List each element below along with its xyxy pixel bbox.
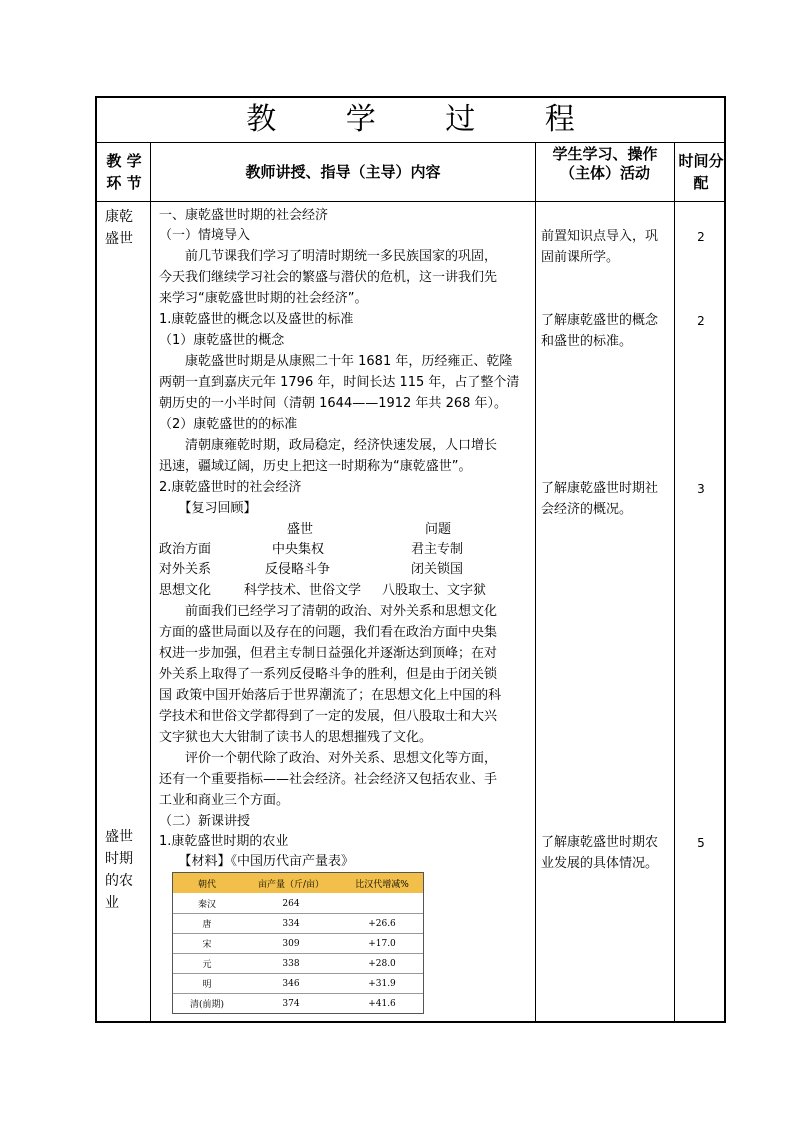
yield-row-divider	[173, 953, 423, 954]
student-activity: 了解康乾盛世时期农业发展的具体情况。	[541, 835, 659, 871]
content-line: （2）康乾盛世的的标准	[159, 417, 298, 432]
header-time: 时间分配	[678, 152, 724, 192]
content-line: 1.康乾盛世时期的农业	[159, 834, 289, 849]
header-student-activity: 学生学习、操作（主体）活动	[552, 145, 658, 182]
yield-amount: 374	[282, 999, 300, 1009]
col-divider-1	[150, 143, 151, 1021]
yield-header-change: 比汉代增减%	[355, 880, 409, 890]
review-header-prosperity: 盛世	[287, 522, 314, 537]
content-line: 1.康乾盛世的概念以及盛世的标准	[159, 312, 354, 327]
review-prosperity: 反侵略斗争	[265, 562, 331, 577]
yield-row-divider	[173, 913, 423, 914]
yield-header-dynasty: 朝代	[197, 880, 216, 890]
content-line: 康乾盛世时期是从康熙二十年 1681 年，历经雍正、乾隆	[159, 354, 513, 369]
yield-amount: 264	[282, 899, 300, 909]
review-aspect: 政治方面	[159, 542, 212, 557]
time-minutes: 2	[697, 230, 705, 244]
content-line: 朝历史的一小半时间（清朝 1644——1912 年共 268 年）。	[159, 396, 508, 411]
page-title: 教 学 过 程	[246, 102, 605, 137]
content-line: 两朝一直到嘉庆元年 1796 年，时间长达 115 年，占了整个清	[159, 375, 520, 390]
content-line: 前几节课我们学习了明清时期统一多民族国家的巩固，	[159, 249, 498, 264]
content-line: 方面的盛世局面以及存在的问题，我们看在政治方面中央集	[159, 625, 498, 640]
content-line: （二）新课讲授	[159, 814, 251, 829]
yield-header-amount: 亩产量（斤/亩）	[257, 880, 325, 890]
yield-change: +28.0	[368, 959, 396, 969]
time-minutes: 5	[697, 836, 705, 850]
section-label: 康乾盛世	[105, 209, 133, 247]
content-line: 今天我们继续学习社会的繁盛与潜伏的危机，这一讲我们先	[159, 270, 498, 285]
yield-change: +41.6	[368, 999, 396, 1009]
header-teacher-content: 教师讲授、指导（主导）内容	[245, 163, 441, 181]
yield-amount: 334	[282, 919, 300, 929]
yield-change: +17.0	[368, 939, 396, 949]
content-line: 权进一步加强，但君主专制日益强化并逐渐达到顶峰；在对	[159, 646, 498, 661]
yield-change: +31.9	[368, 979, 396, 989]
yield-dynasty: 宋	[202, 940, 212, 950]
content-line: （1）康乾盛世的概念	[159, 333, 285, 348]
yield-row-divider	[173, 933, 423, 934]
content-line: 清朝康雍乾时期，政局稳定，经济快速发展，人口增长	[159, 438, 498, 453]
lesson-table	[95, 96, 726, 1023]
time-minutes: 2	[697, 314, 705, 328]
review-prosperity: 中央集权	[272, 542, 325, 557]
col-divider-2	[535, 143, 536, 1021]
review-aspect: 对外关系	[159, 562, 212, 577]
yield-amount: 346	[282, 979, 300, 989]
content-line: 还有一个重要指标——社会经济。社会经济又包括农业、手	[159, 772, 498, 787]
header-divider	[97, 201, 724, 202]
content-line: 评价一个朝代除了政治、对外关系、思想文化等方面，	[159, 751, 498, 766]
content-line: 来学习“康乾盛世时期的社会经济”。	[159, 291, 368, 306]
content-line: 前面我们已经学习了清朝的政治、对外关系和思想文化	[159, 604, 498, 619]
review-header-problem: 问题	[425, 522, 452, 537]
review-aspect: 思想文化	[159, 583, 212, 598]
content-line: （一）情境导入	[159, 228, 251, 243]
review-problem: 君主专制	[411, 542, 464, 557]
review-problem: 闭关锁国	[411, 562, 464, 577]
content-line: 【材料】《中国历代亩产量表》	[159, 854, 355, 869]
content-line: 学技术和世俗文学都得到了一定的发展，但八股取士和大兴	[159, 709, 498, 724]
header-section: 教 学 环 节	[106, 152, 142, 192]
yield-amount: 338	[282, 959, 300, 969]
yield-dynasty: 元	[202, 960, 212, 970]
student-activity: 了解康乾盛世的概念和盛世的标准。	[541, 313, 659, 349]
content-line: 外关系上取得了一系列反侵略斗争的胜利，但是由于闭关锁	[159, 667, 498, 682]
review-prosperity: 科学技术、世俗文学	[244, 583, 362, 598]
content-line: 一、康乾盛世时期的社会经济	[159, 208, 329, 223]
student-activity: 了解康乾盛世时期社会经济的概况。	[541, 481, 659, 517]
yield-dynasty: 清(前期)	[189, 1000, 225, 1010]
yield-dynasty: 明	[202, 980, 212, 990]
yield-dynasty: 唐	[202, 920, 212, 930]
content-line: 迅速，疆域辽阔，历史上把这一时期称为“康乾盛世”。	[159, 459, 472, 474]
time-minutes: 3	[697, 482, 705, 496]
yield-change: +26.6	[368, 919, 396, 929]
yield-table	[172, 872, 424, 1014]
yield-dynasty: 秦汉	[197, 900, 216, 910]
student-activity: 前置知识点导入，巩固前课所学。	[541, 229, 659, 265]
yield-amount: 309	[282, 939, 300, 949]
col-divider-3	[674, 143, 675, 1021]
section-label: 盛世时期的农业	[105, 829, 133, 911]
content-line: 国 政策中国开始落后于世界潮流了；在思想文化上中国的科	[159, 688, 502, 703]
content-line: 2.康乾盛世时的社会经济	[159, 480, 302, 495]
content-line: 文字狱也大大钳制了读书人的思想摧残了文化。	[159, 730, 433, 745]
content-line: 【复习回顾】	[159, 501, 257, 516]
content-line: 工业和商业三个方面。	[159, 793, 290, 808]
yield-row-divider	[173, 973, 423, 974]
review-problem: 八股取士、文字狱	[382, 583, 487, 598]
yield-row-divider	[173, 993, 423, 994]
